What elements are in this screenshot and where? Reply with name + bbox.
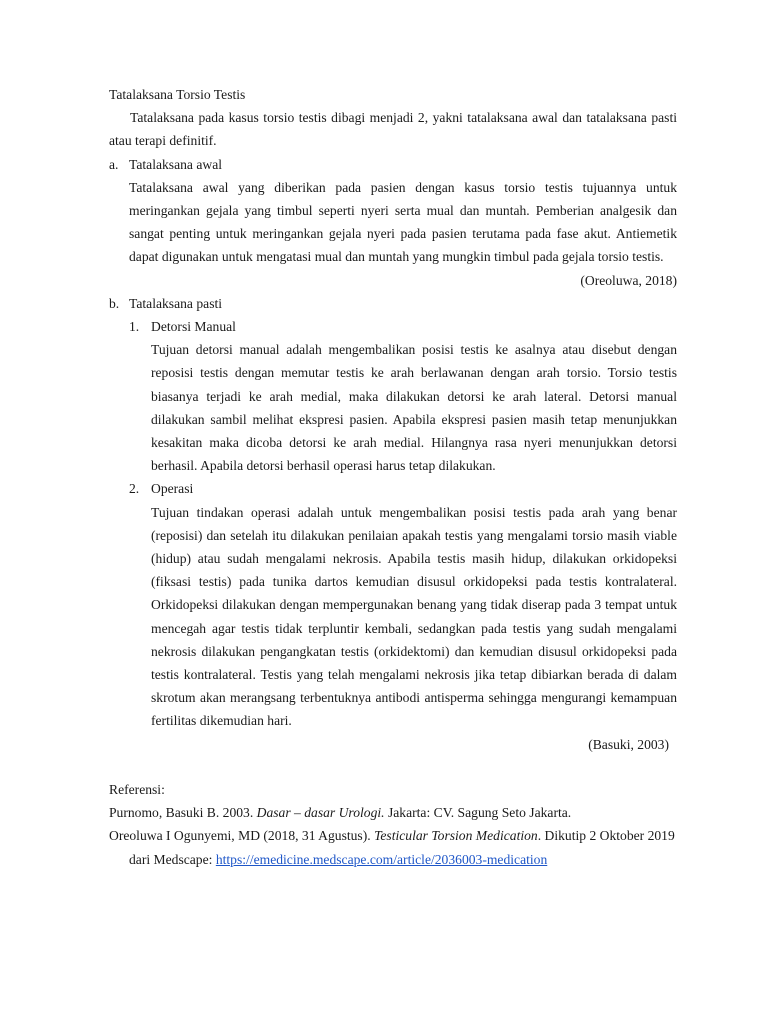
section-b-item-2 <box>129 477 677 500</box>
reference-1-publisher: Jakarta: CV. Sagung Seto Jakarta. <box>384 805 572 821</box>
reference-2-title: Testicular Torsion Medication <box>374 828 538 844</box>
section-b-heading <box>109 292 677 315</box>
reference-1-authors: Purnomo, Basuki B. 2003. <box>109 805 257 821</box>
reference-1-title: Dasar – dasar Urologi. <box>256 805 385 821</box>
reference-1 <box>109 801 677 824</box>
item-2-title: Operasi <box>151 481 194 497</box>
reference-2-link[interactable]: https://emedicine.medscape.com/article/2036003-medication <box>215 851 548 867</box>
reference-2 <box>109 824 677 870</box>
item-2-label: 2. <box>129 481 140 497</box>
document-content <box>109 83 677 871</box>
section-a-label: a. <box>109 156 119 172</box>
references-heading: Referensi: <box>109 781 165 797</box>
document-title: Tatalaksana Torsio Testis <box>109 87 246 102</box>
spacer <box>109 756 677 778</box>
item-1-heading <box>129 315 677 338</box>
section-a-title: Tatalaksana awal <box>129 156 223 172</box>
item-2-heading <box>129 477 677 500</box>
section-b-citation: (Basuki, 2003) <box>588 736 669 752</box>
item-2-body: Tujuan tindakan operasi adalah untuk mengembalikan posisi testis pada arah yang benar (reposisi) dan setelah itu dilakukan penilaian apakah testis yang mengalami torsio masih viable (hidup) atau sudah mengalami nekrosis. Apabila testis masih hidup, dilakukan orkidopeksi (fiksasi testis) pada tunika dartos kemudian disusul orkidopeksi pada testis kontralateral. Orkidopeksi dilakukan dengan mempergunakan benang yang tidak diserap pada 3 tempat untuk mencegah agar testis tidak terpluntir kembali, sedangkan pada testis yang sudah mengalami nekrosis dilakukan pengangkatan testis (orkidektomi) dan kemudian disusul orkidopeksi pada testis kontralateral. Testis yang telah mengalami nekrosis jika tetap dibiarkan berada di dalam skrotum akan merangsang terbentuknya antibodi antisperma sehingga mengurangi kemampuan fertilitas dikemudian hari. <box>151 504 677 729</box>
section-b-label: b. <box>109 295 120 311</box>
item-1-body: Tujuan detorsi manual adalah mengembalikan posisi testis ke asalnya atau disebut dengan reposisi testis dengan memutar testis ke arah berlawanan dengan arah torsio. Torsio testis biasanya terjadi ke arah medial, maka dilakukan detorsi ke arah lateral. Detorsi manual dilakukan sambil melihat ekspresi pasien. Apabila ekspresi pasien masih tetap menunjukkan kesakitan maka dicoba detorsi ke arah medial. Hilangnya rasa nyeri menunjukkan detorsi berhasil. Apabila detorsi berhasil operasi harus tetap dilakukan. <box>151 342 677 474</box>
reference-2-authors: Oreoluwa I Ogunyemi, MD (2018, 31 Agustus). <box>109 828 375 844</box>
section-a-citation: (Oreoluwa, 2018) <box>580 272 677 288</box>
section-a-content <box>129 176 677 292</box>
reference-2-source: . Dikutip 2 Oktober 2019 dari Medscape: <box>129 828 675 867</box>
section-b-item-1 <box>129 315 677 338</box>
item-1-label: 1. <box>129 319 140 335</box>
section-b-title: Tatalaksana pasti <box>129 295 223 311</box>
intro-paragraph: Tatalaksana pada kasus torsio testis dibagi menjadi 2, yakni tatalaksana awal dan tatalaksana pasti atau terapi definitif. <box>109 110 677 149</box>
section-a-body: Tatalaksana awal yang diberikan pada pasien dengan kasus torsio testis tujuannya untuk meringankan gejala yang timbul seperti nyeri serta mual dan muntah. Pemberian analgesik dan sangat penting untuk meringankan gejala nyeri pada pasien terutama pada fase akut. Antiemetik dapat digunakan untuk mengatasi mual dan muntah yang mungkin timbul pada gejala torsio testis. <box>129 179 677 265</box>
item-1-title: Detorsi Manual <box>151 319 236 335</box>
section-a-heading <box>109 153 677 176</box>
